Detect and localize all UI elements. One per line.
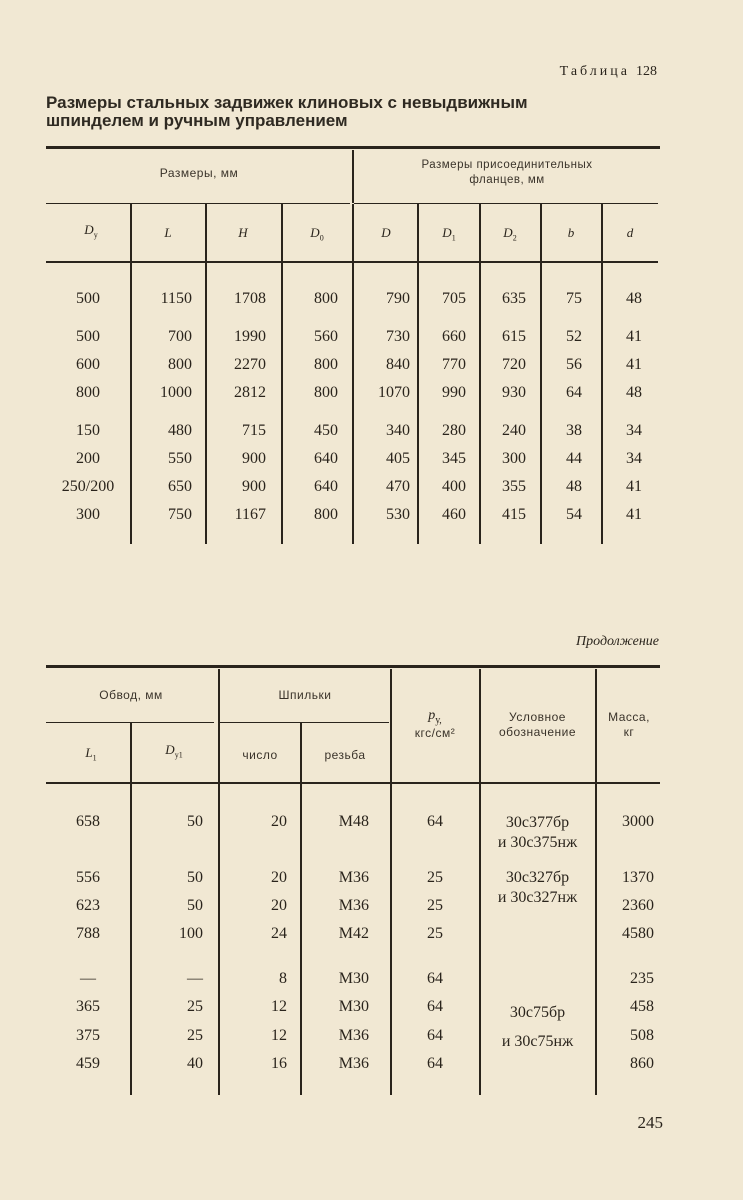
col-D0: $D_0$	[310, 225, 324, 243]
table2-cell: М36	[338, 1055, 369, 1072]
table1-cell: 1708	[234, 290, 266, 307]
table1-cell: 48	[566, 478, 582, 495]
table1-cell: 800	[76, 384, 100, 401]
table1-cell: 300	[76, 506, 100, 523]
table1-cell: 560	[314, 328, 338, 345]
table2-cell: 8	[279, 970, 287, 987]
table1-cell: 48	[626, 384, 642, 401]
table2-cell: 365	[76, 998, 100, 1015]
table2-cell: 459	[76, 1055, 100, 1072]
table2-cell: 12	[271, 998, 287, 1015]
table1-cell: 48	[626, 290, 642, 307]
table1-cell: 930	[502, 384, 526, 401]
table1-cell: 800	[168, 356, 192, 373]
table1-cell: 800	[314, 356, 338, 373]
table1-cell: 34	[626, 422, 642, 439]
table-title	[46, 94, 606, 130]
col-Dy1: $D_{у1}$	[165, 742, 183, 760]
table2-cell: М48	[338, 813, 369, 830]
table2-subheader-rule-mid	[219, 722, 389, 723]
table2-cell: 458	[630, 998, 654, 1015]
table1-cell: 470	[386, 478, 410, 495]
table1-cell: 56	[566, 356, 582, 373]
table2-cell: М36	[338, 1027, 369, 1044]
table2-cell: 50	[187, 869, 203, 886]
table2-top-rule	[46, 665, 660, 668]
table2-cell: 25	[427, 925, 443, 942]
col-Dy: $D_у$	[84, 222, 98, 240]
table1-cell: 660	[442, 328, 466, 345]
table2-cell: 20	[271, 869, 287, 886]
table1-cell: 405	[386, 450, 410, 467]
table1-cell: 41	[626, 506, 642, 523]
designation-3: 30с75бр и 30с75нж	[501, 1004, 574, 1050]
table1-cell: 2270	[234, 356, 266, 373]
table1-subheader-rule-left	[46, 203, 350, 204]
table1-cell: 34	[626, 450, 642, 467]
table2-cell: 1370	[622, 869, 654, 886]
table1-cell: 1000	[160, 384, 192, 401]
table1-cell: 480	[168, 422, 192, 439]
page-number: 245	[637, 1113, 663, 1132]
table2-cell: 64	[427, 970, 443, 987]
table1-cell: 38	[566, 422, 582, 439]
col-D2: $D_2$	[503, 225, 517, 243]
table1-cell: 800	[314, 506, 338, 523]
table1-cell: 150	[76, 422, 100, 439]
table1-cell: 460	[442, 506, 466, 523]
table2-cell: М36	[338, 869, 369, 886]
table1-cell: 770	[442, 356, 466, 373]
table2-cell: 25	[187, 1027, 203, 1044]
table1-cell: 530	[386, 506, 410, 523]
table2-header-bottom-rule	[46, 782, 660, 784]
table1-top-rule	[46, 146, 660, 149]
group-sizes-header: Размеры, мм	[159, 166, 239, 180]
table2-cell: 12	[271, 1027, 287, 1044]
table2-cell: 50	[187, 813, 203, 830]
table1-cell: 650	[168, 478, 192, 495]
table1-cell: 1070	[378, 384, 410, 401]
table1-cell: 900	[242, 478, 266, 495]
table1-cell: 415	[502, 506, 526, 523]
table1-cell: 200	[76, 450, 100, 467]
table1-cell: 41	[626, 328, 642, 345]
table-number: 128	[636, 64, 657, 79]
col-L1: $L_1$	[85, 745, 97, 763]
title-line-2: шпинделем и ручным управлением	[46, 111, 348, 130]
col-b: b	[567, 225, 575, 240]
table1-cell: 750	[168, 506, 192, 523]
table1-cell: 800	[314, 290, 338, 307]
table2-cell: 2360	[622, 897, 654, 914]
table1-cell: 500	[76, 290, 100, 307]
table1-cell: 715	[242, 422, 266, 439]
col-designation: Условное обозначение	[498, 710, 577, 739]
table2-cell: 235	[630, 970, 654, 987]
group-bypass-header: Обвод, мм	[99, 688, 163, 702]
col-py: $p_{у,}$ кгс/см²	[391, 708, 479, 740]
table1-cell: 790	[386, 290, 410, 307]
table1-cell: 900	[242, 450, 266, 467]
table1-cell: 41	[626, 356, 642, 373]
col-D1: $D_1$	[442, 225, 456, 243]
continuation-label: Продолжение	[576, 634, 659, 649]
table2-cell: —	[187, 970, 203, 987]
col-d: d	[626, 225, 634, 240]
table1-cell: 600	[76, 356, 100, 373]
title-line-1: Размеры стальных задвижек клиновых с невыдвижным	[46, 93, 528, 112]
table1-cell: 41	[626, 478, 642, 495]
table1-cell: 44	[566, 450, 582, 467]
table1-cell: 500	[76, 328, 100, 345]
table2-cell: М30	[338, 998, 369, 1015]
table1-cell: 54	[566, 506, 582, 523]
table1-cell: 730	[386, 328, 410, 345]
table1-cell: 640	[314, 478, 338, 495]
table1-cell: 355	[502, 478, 526, 495]
table2-cell: 16	[271, 1055, 287, 1072]
table2-cell: 556	[76, 869, 100, 886]
table1-cell: 1167	[234, 506, 266, 523]
designation-2: 30с327бр и 30с327нж	[497, 869, 578, 906]
col-H: H	[238, 225, 248, 240]
group-flanges-line-2: фланцев, мм	[469, 174, 545, 186]
table2-cell: 50	[187, 897, 203, 914]
group-flanges-line-1: Размеры присоединительных	[421, 159, 593, 171]
table1-cell: 450	[314, 422, 338, 439]
table1-cell: 700	[168, 328, 192, 345]
table2-cell: М30	[338, 970, 369, 987]
table2-cell: 508	[630, 1027, 654, 1044]
table1-cell: 52	[566, 328, 582, 345]
col-count: число	[242, 748, 278, 762]
table1-cell: 75	[566, 290, 582, 307]
group-studs-header: Шпильки	[278, 688, 332, 702]
table2-cell: 64	[427, 813, 443, 830]
table-label	[560, 64, 657, 80]
table1-cell: 840	[386, 356, 410, 373]
designation-1: 30с377бр и 30с375нж	[497, 814, 578, 851]
table2-cell: 40	[187, 1055, 203, 1072]
table2-cell: М42	[338, 925, 369, 942]
table2-cell: 658	[76, 813, 100, 830]
col-thread: резьба	[324, 748, 366, 762]
table-label-text: Таблица	[559, 64, 630, 79]
table2-cell: 20	[271, 897, 287, 914]
col-py-unit: кгс/см²	[414, 725, 456, 740]
table1-cell: 1150	[160, 290, 192, 307]
table2-cell: 64	[427, 998, 443, 1015]
table2-cell: 100	[179, 925, 203, 942]
table2-cell: 788	[76, 925, 100, 942]
table2-cell: 623	[76, 897, 100, 914]
table1-cell: 340	[386, 422, 410, 439]
table1-cell: 300	[502, 450, 526, 467]
table1-cell: 345	[442, 450, 466, 467]
table1-cell: 2812	[234, 384, 266, 401]
table1-cell: 615	[502, 328, 526, 345]
table1-cell: 250/200	[61, 478, 115, 495]
table1-subheader-rule-right	[354, 203, 658, 204]
table1-cell: 280	[442, 422, 466, 439]
table2-cell: 25	[427, 897, 443, 914]
table1-cell: 720	[502, 356, 526, 373]
table2-cell: 64	[427, 1055, 443, 1072]
table1-cell: 550	[168, 450, 192, 467]
table2-cell: 25	[427, 869, 443, 886]
table2-cell: —	[80, 970, 96, 987]
table2-cell: 860	[630, 1055, 654, 1072]
table1-cell: 640	[314, 450, 338, 467]
table1-cell: 800	[314, 384, 338, 401]
table1-cell: 990	[442, 384, 466, 401]
table2-cell: 20	[271, 813, 287, 830]
col-D: D	[381, 225, 391, 240]
table2-cell: 64	[427, 1027, 443, 1044]
table1-cell: 1990	[234, 328, 266, 345]
table2-cell: 3000	[622, 813, 654, 830]
col-L: L	[164, 225, 172, 240]
table2-cell: 375	[76, 1027, 100, 1044]
table1-cell: 64	[566, 384, 582, 401]
col-mass: Масса, кг	[608, 710, 650, 739]
group-flanges-header	[354, 158, 660, 188]
table1-cell: 705	[442, 290, 466, 307]
table1-cell: 240	[502, 422, 526, 439]
table2-cell: 4580	[622, 925, 654, 942]
table2-cell: 24	[271, 925, 287, 942]
table1-cell: 635	[502, 290, 526, 307]
table2-cell: М36	[338, 897, 369, 914]
table2-cell: 25	[187, 998, 203, 1015]
table1-cell: 400	[442, 478, 466, 495]
